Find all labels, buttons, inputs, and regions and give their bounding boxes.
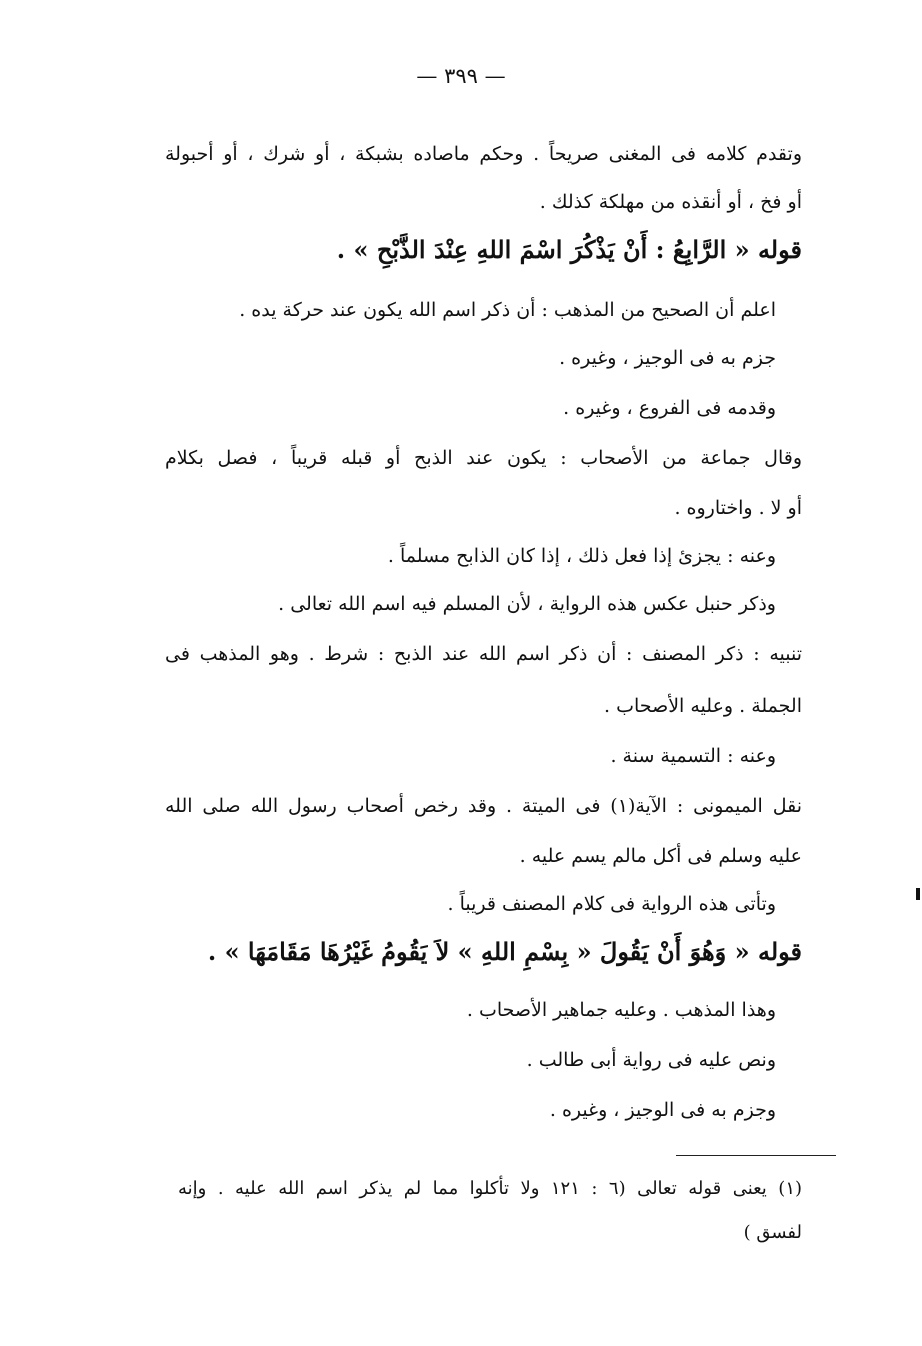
text-line: أو لا . واختاروه . — [674, 497, 802, 519]
text-line: وجزم به فى الوجيز ، وغيره . — [549, 1099, 776, 1121]
heading-line: قوله « وَهُوَ أَنْ يَقُولَ « بِسْمِ اللهِ » لاَ يَقُومُ غَيْرُهَا مَقَامَهَا » . — [207, 937, 802, 966]
footnote-line: (١) يعنى قوله تعالى (٦ : ١٢١ ولا تأكلوا مما لم يذكر اسم الله عليه . وإنه — [178, 1178, 803, 1199]
text-line: وقدمه فى الفروع ، وغيره . — [563, 397, 776, 419]
footnote-divider — [676, 1155, 836, 1156]
text-line: ونص عليه فى رواية أبى طالب . — [526, 1049, 776, 1071]
text-line: أو فخ ، أو أنقذه من مهلكة كذلك . — [539, 191, 802, 213]
footnote-line: لفسق ) — [743, 1222, 802, 1243]
text-line: وهذا المذهب . وعليه جماهير الأصحاب . — [466, 999, 776, 1021]
text-line: وذكر حنبل عكس هذه الرواية ، لأن المسلم فيه اسم الله تعالى . — [278, 593, 776, 615]
text-line: وتأتى هذه الرواية فى كلام المصنف قريباً . — [447, 893, 776, 915]
text-line: وعنه : التسمية سنة . — [610, 745, 776, 767]
text-line: تنبيه : ذكر المصنف : أن ذكر اسم الله عند الذبح : شرط . وهو المذهب فى — [165, 643, 802, 665]
heading-line: قوله « الرَّابِعُ : أَنْ يَذْكُرَ اسْمَ اللهِ عِنْدَ الذَّبْحِ » . — [336, 235, 802, 264]
text-line: عليه وسلم فى أكل مالم يسم عليه . — [519, 845, 802, 867]
text-line: الجملة . وعليه الأصحاب . — [604, 695, 802, 717]
text-line: وتقدم كلامه فى المغنى صريحاً . وحكم ماصاده بشبكة ، أو شرك ، أو أحبولة — [165, 143, 802, 165]
text-line: وقال جماعة من الأصحاب : يكون عند الذبح أو قبله قريباً ، فصل بكلام — [165, 447, 802, 469]
text-line: نقل الميمونى : الآية(١) فى الميتة . وقد رخص أصحاب رسول الله صلى الله — [165, 795, 802, 817]
page-number: — ٣٩٩ — — [416, 64, 506, 88]
text-line: اعلم أن الصحيح من المذهب : أن ذكر اسم الله يكون عند حركة يده . — [239, 299, 776, 321]
scan-edge-mark — [916, 888, 920, 900]
text-line: جزم به فى الوجيز ، وغيره . — [559, 347, 776, 369]
text-line: وعنه : يجزئ إذا فعل ذلك ، إذا كان الذابح مسلماً . — [387, 545, 776, 567]
